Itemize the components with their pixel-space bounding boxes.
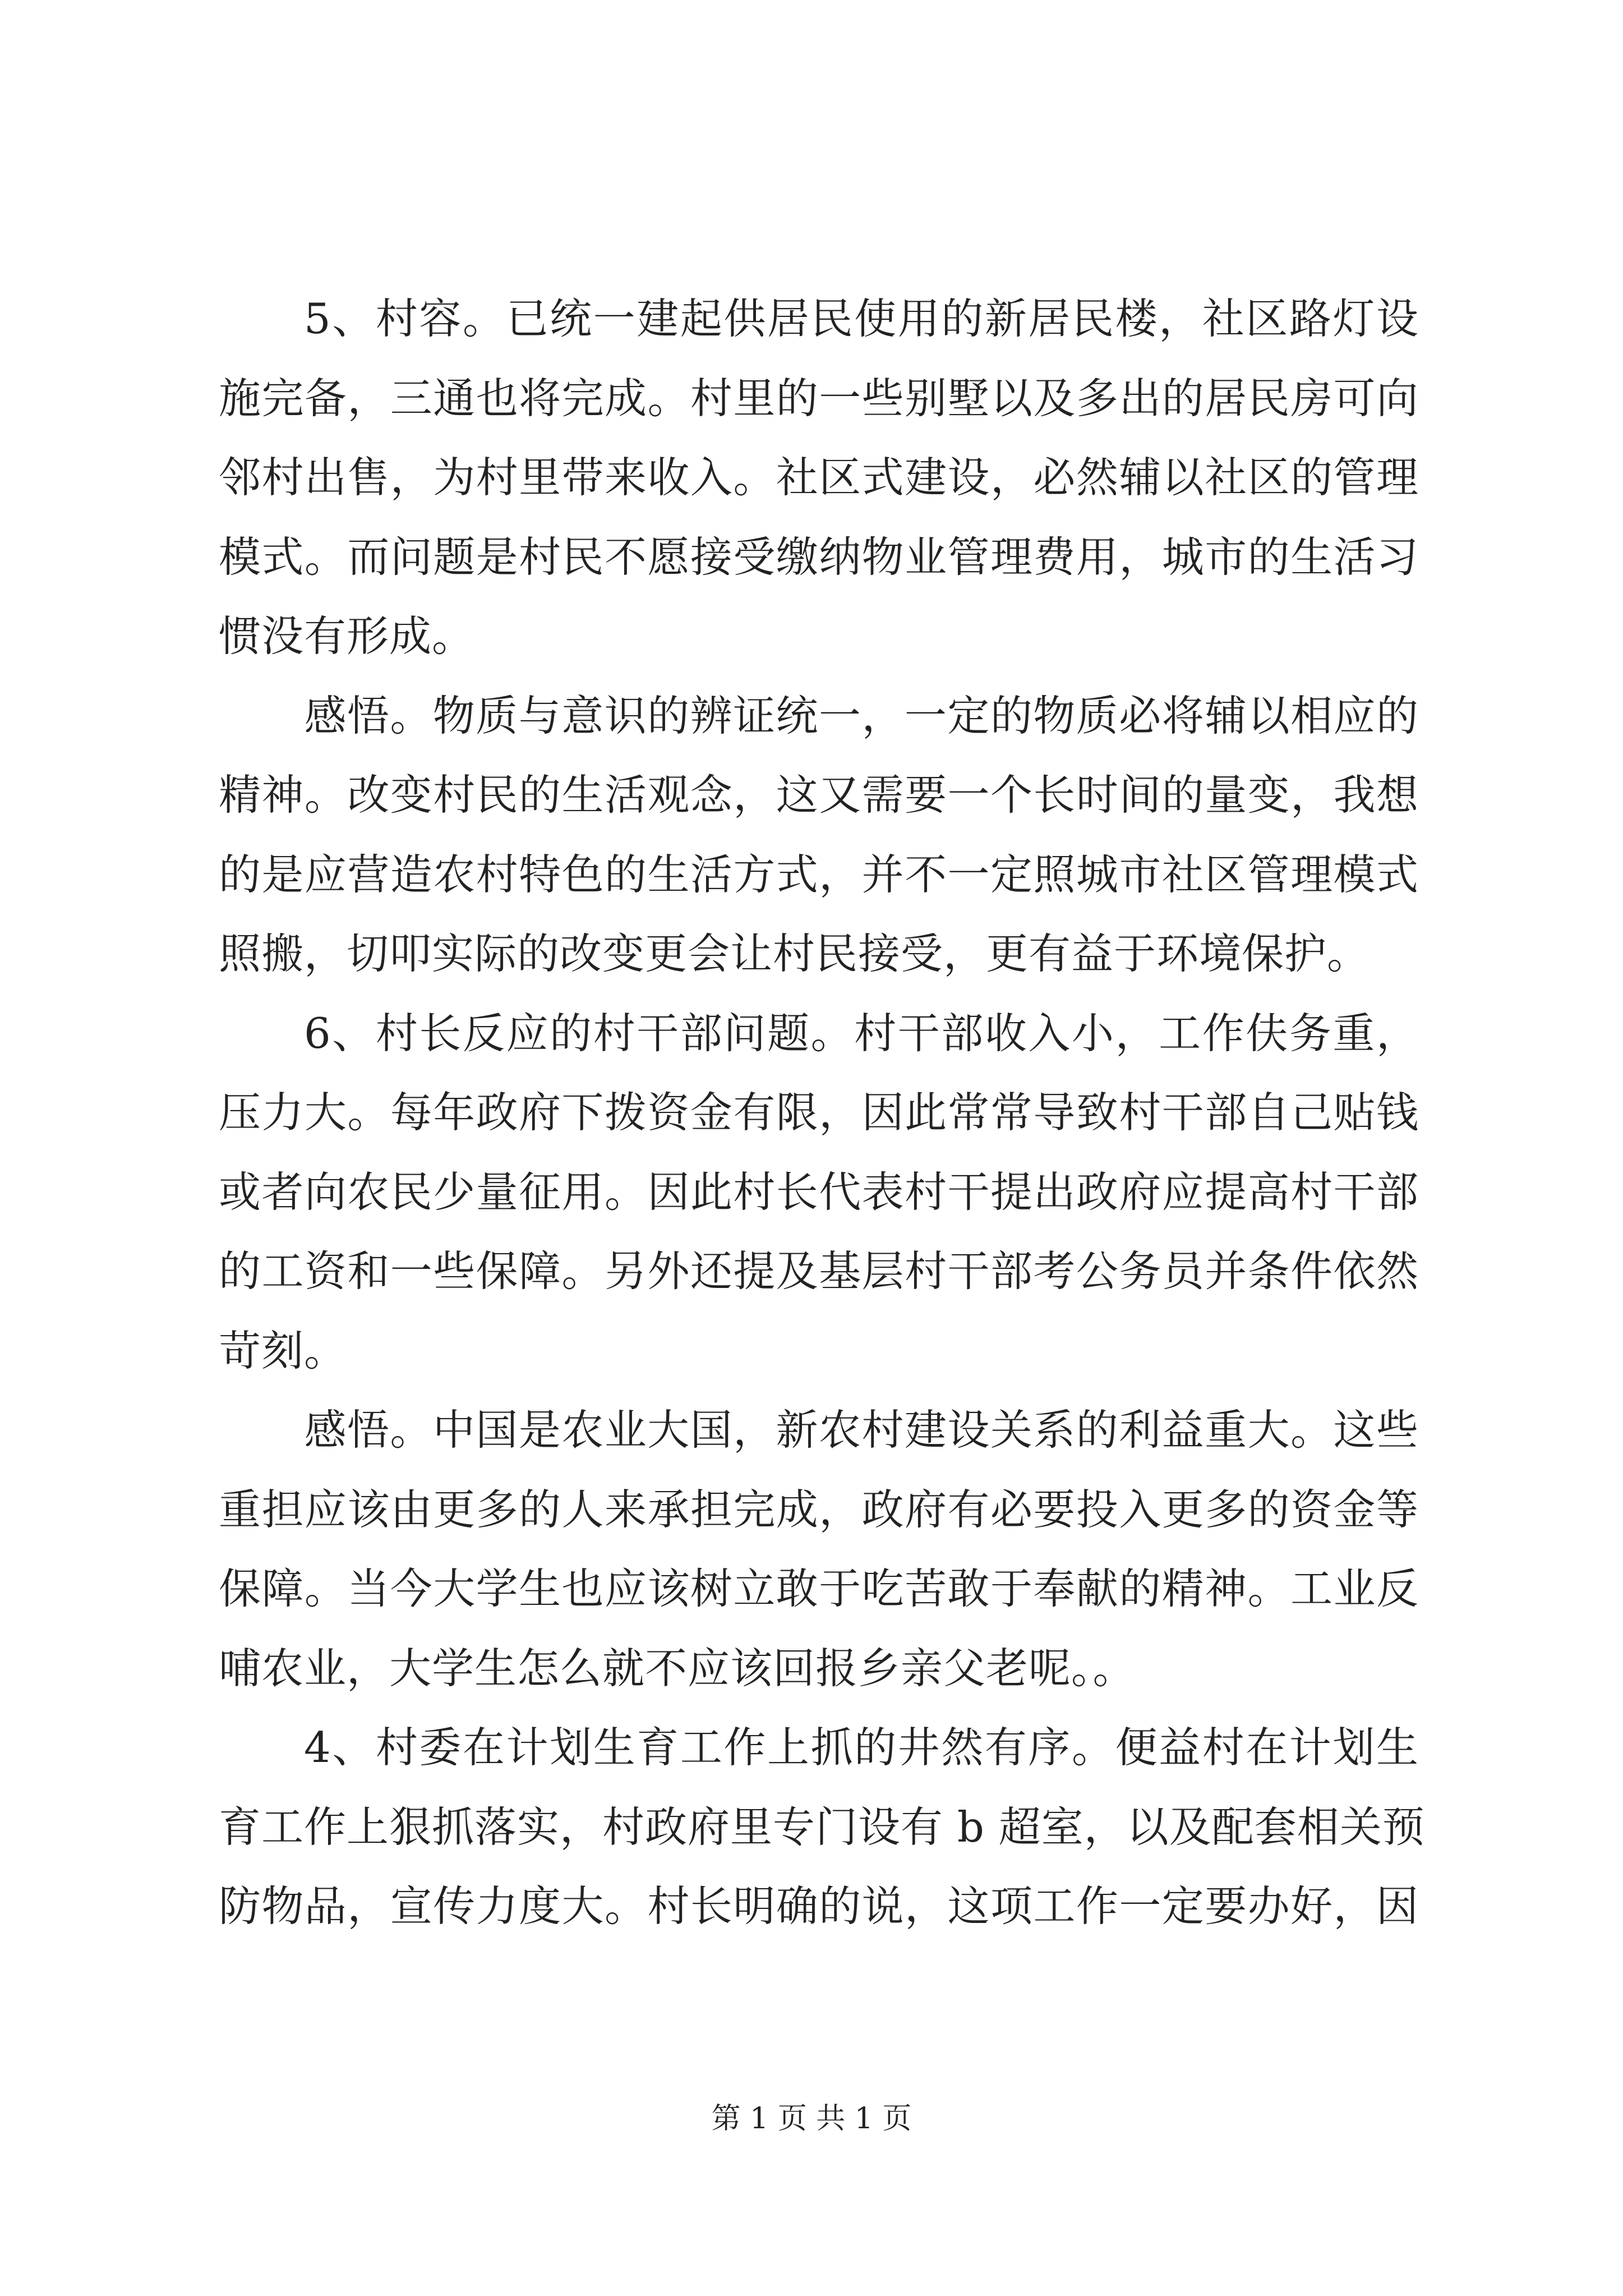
text-line: 苛刻。	[219, 1326, 347, 1375]
text-line: 惯没有形成。	[219, 611, 475, 661]
document-body	[219, 279, 1425, 1947]
page-footer: 第 1 页 共 1 页	[711, 2102, 912, 2136]
text-line: 哺农业，大学生怎么就不应该回报乡亲父老呢。。	[219, 1643, 1136, 1693]
text-line: 施完备，三通也将完成。村里的一些别墅以及多出的居民房可向	[219, 373, 1419, 423]
paragraph-reflection-1	[219, 677, 1419, 994]
paragraph-family-planning	[219, 1708, 1425, 1947]
text-line: 6、村长反应的村干部问题。村干部收入小，工作伕务重，	[304, 1008, 1419, 1058]
text-line: 保障。当今大学生也应该树立敢于吃苦敢于奉献的精神。工业反	[219, 1564, 1419, 1613]
text-line: 邻村出售，为村里带来收入。社区式建设，必然辅以社区的管理	[219, 453, 1419, 502]
paragraph-village-appearance	[219, 279, 1419, 677]
text-line: 照搬，切叩实际的改变更会让村民接受，更有益于环境保护。	[219, 929, 1370, 978]
paragraph-village-cadres	[219, 994, 1419, 1391]
paragraph-reflection-2	[219, 1391, 1419, 1708]
text-line: 的是应营造农村特色的生活方式，并不一定照城市社区管理模式	[219, 849, 1419, 899]
text-line: 重担应该由更多的人来承担完成，政府有必要投入更多的资金等	[219, 1484, 1419, 1534]
text-line: 压力大。每年政府下拨资金有限，因此常常导致村干部自己贴钱	[219, 1088, 1419, 1137]
text-line: 或者向农民少量征用。因此村长代表村干提出政府应提高村干部	[219, 1167, 1419, 1217]
text-line: 感悟。物质与意识的辨证统一，一定的物质必将辅以相应的	[304, 691, 1419, 740]
text-line: 防物品，宣传力度大。村长明确的说，这项工作一定要办好，因	[219, 1881, 1419, 1931]
text-line: 5、村容。已统一建起供居民使用的新居民楼，社区路灯设	[304, 294, 1419, 343]
text-line: 精神。改变村民的生活观念，这又需要一个长时间的量变，我想	[219, 770, 1419, 820]
text-line: 感悟。中国是农业大国，新农村建设关系的利益重大。这些	[304, 1405, 1419, 1455]
text-line: 育工作上狠抓落实，村政府里专门设有 b 超室，以及配套相关预	[219, 1802, 1425, 1852]
text-line: 4、村委在计划生育工作上抓的井然有序。便益村在计划生	[304, 1723, 1419, 1772]
text-line: 的工资和一些保障。另外还提及基层村干部考公务员并条件依然	[219, 1246, 1419, 1296]
text-line: 模式。而问题是村民不愿接受缴纳物业管理费用，城市的生活习	[219, 532, 1419, 582]
